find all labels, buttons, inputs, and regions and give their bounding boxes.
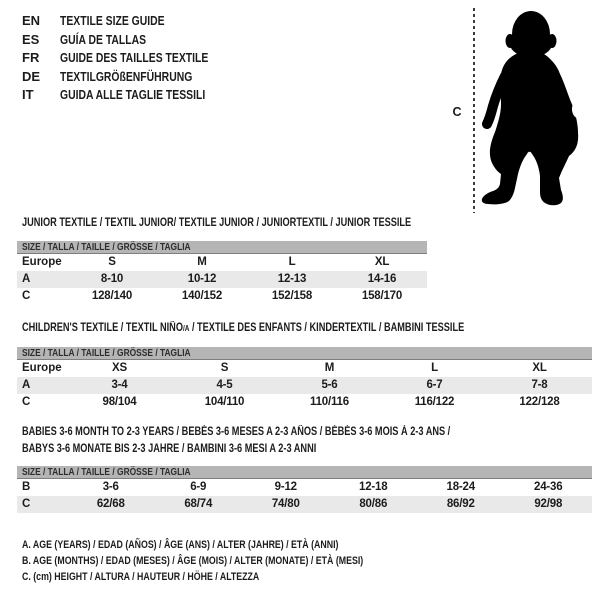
babies-table-title-line1: BABIES 3-6 MONTH TO 2-3 YEARS / BEBÉS 3-6 MESES A 2-3 AÑOS / BÉBÉS 3-6 MOIS À 2-3 ANS / (22, 426, 451, 438)
junior-size-table (17, 241, 427, 305)
cell: M (197, 256, 207, 268)
junior-table-title (22, 215, 508, 232)
language-row-it (22, 86, 245, 105)
cell: 3-4 (111, 379, 128, 391)
babies-table-title-line2: BABYS 3-6 MONATE BIS 2-3 JAHRE / BAMBINI 3-6 MESI A 2-3 ANNI (22, 443, 317, 455)
row-label: C (22, 290, 31, 302)
language-code: FR (22, 50, 40, 66)
table-row-height (17, 288, 427, 305)
language-row-fr (22, 49, 245, 68)
cell: S (220, 362, 229, 374)
table-row-height (17, 496, 592, 513)
row-label: Europe (22, 362, 62, 374)
cell: XL (374, 256, 390, 268)
cell: S (108, 256, 116, 268)
row-label: A (22, 379, 31, 391)
cell: 74/80 (271, 498, 300, 510)
cell: 116/122 (414, 396, 455, 408)
children-size-table (17, 347, 592, 411)
children-table-title (22, 320, 575, 337)
cell: 104/110 (204, 396, 245, 408)
cell: 18-24 (446, 481, 475, 493)
cell: 24-36 (534, 481, 563, 493)
cell: L (288, 256, 296, 268)
cell: 128/140 (91, 290, 133, 302)
cell: 92/98 (534, 498, 563, 510)
cell: XL (532, 362, 547, 374)
row-label: Europe (22, 256, 62, 268)
table-row-age (17, 271, 427, 288)
cell: 86/92 (446, 498, 475, 510)
legend-footnotes (22, 537, 449, 585)
babies-table-title (22, 424, 557, 458)
language-row-es (22, 31, 245, 50)
cell: 14-16 (367, 273, 397, 285)
size-header-bar (17, 347, 592, 360)
table-row-age (17, 377, 592, 394)
language-code: EN (22, 13, 41, 28)
language-list (22, 12, 245, 105)
babies-size-table (17, 466, 592, 513)
cell: 3-6 (102, 481, 119, 493)
height-dashed-line (473, 8, 475, 213)
cell: 110/116 (310, 396, 349, 408)
cell: 140/152 (181, 290, 223, 302)
row-label: B (22, 481, 31, 493)
table-row-europe (17, 254, 427, 271)
language-title: GUIDA ALLE TAGLIE TESSILI (60, 87, 206, 103)
cell: 10-12 (187, 273, 217, 285)
cell: 12-18 (359, 481, 388, 493)
cell: 6-9 (190, 481, 207, 493)
cell: 6-7 (426, 379, 443, 391)
cell: 158/170 (361, 290, 403, 302)
table-row-europe (17, 360, 592, 377)
table-row-months (17, 479, 592, 496)
language-code: DE (22, 68, 41, 84)
language-code: IT (22, 87, 34, 103)
cell: L (431, 362, 438, 374)
language-title: GUIDE DES TAILLES TEXTILE (60, 50, 209, 66)
size-header-text: SIZE / TALLA / TAILLE / GRÖSSE / TAGLIA (22, 347, 191, 359)
height-measure-label: C (452, 105, 462, 119)
language-row-en (22, 12, 245, 31)
cell: 80/86 (359, 498, 388, 510)
cell: 12-13 (277, 273, 307, 285)
junior-table-title-text: JUNIOR TEXTILE / TEXTIL JUNIOR/ TEXTILE JUNIOR / JUNIORTEXTIL / JUNIOR TESSILE (22, 217, 412, 229)
children-table-title-text: CHILDREN'S TEXTILE / TEXTIL NIÑO/A / TEXTILE DES ENFANTS / KINDERTEXTIL / BAMBINI TESSILE (22, 322, 465, 334)
row-label: C (22, 498, 31, 510)
size-header-bar (17, 241, 427, 254)
cell: 68/74 (184, 498, 213, 510)
footnote-a: A. AGE (YEARS) / EDAD (AÑOS) / ÂGE (ANS) / ALTER (JAHRE) / ETÀ (ANNI) (22, 539, 339, 551)
cell: 7-8 (531, 379, 548, 391)
footnote-b: B. AGE (MONTHS) / EDAD (MESES) / ÂGE (MOIS) / ALTER (MONATE) / ETÀ (MESI) (22, 555, 364, 567)
size-header-bar (17, 466, 592, 479)
row-label: A (22, 273, 31, 285)
cell: 122/128 (519, 396, 560, 408)
cell: 62/68 (96, 498, 125, 510)
language-title: TEXTILE SIZE GUIDE (60, 13, 165, 28)
cell: 98/104 (102, 396, 137, 408)
cell: 8-10 (100, 273, 124, 285)
toddler-silhouette-image (478, 6, 588, 208)
row-label: C (22, 396, 31, 408)
cell: 5-6 (321, 379, 338, 391)
language-title: GUÍA DE TALLAS (60, 31, 147, 47)
cell: XS (112, 362, 127, 374)
size-header-text: SIZE / TALLA / TAILLE / GRÖSSE / TAGLIA (22, 241, 191, 253)
size-header-text: SIZE / TALLA / TAILLE / GRÖSSE / TAGLIA (22, 466, 191, 478)
cell: 152/158 (271, 290, 313, 302)
language-title: TEXTILGRÖßENFÜHRUNG (60, 68, 193, 84)
cell: 4-5 (216, 379, 233, 391)
table-row-height (17, 394, 592, 411)
cell: 9-12 (274, 481, 297, 493)
language-code: ES (22, 31, 40, 47)
footnote-c: C. (cm) HEIGHT / ALTURA / HAUTEUR / HÖHE / ALTEZZA (22, 571, 260, 583)
language-row-de (22, 68, 245, 87)
cell: M (324, 362, 335, 374)
